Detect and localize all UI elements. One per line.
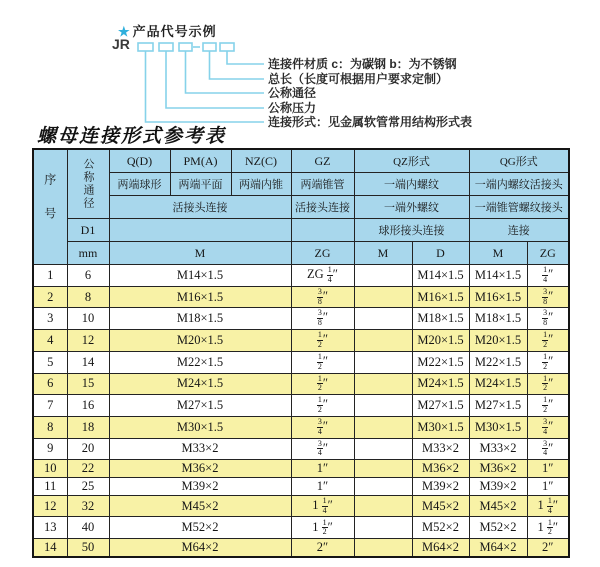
table-row <box>33 330 569 352</box>
label-material: 连接件材质 c：为碳钢 b：为不锈钢 <box>268 57 457 71</box>
cell-seq: 9 <box>33 438 67 460</box>
cell-qg-m: M18×1.5 <box>469 308 527 330</box>
cell-qg-m: M16×1.5 <box>469 286 527 308</box>
cell-qz-m <box>354 308 412 330</box>
cell-m: M20×1.5 <box>109 330 291 352</box>
table-row <box>33 286 569 308</box>
reference-table-wrapper <box>32 148 570 558</box>
star-icon: ★ <box>118 24 131 39</box>
cell-qg-m: M52×2 <box>469 517 527 539</box>
cell-qg-zg: $\frac{3}{4}$ ″ <box>527 416 569 438</box>
cell-qg-zg: 2″ <box>527 539 569 557</box>
header-qg-desc2: 一端锥管螺纹接头 <box>469 196 569 219</box>
cell-seq: 13 <box>33 517 67 539</box>
cell-qg-m: M24×1.5 <box>469 373 527 395</box>
table-row <box>33 517 569 539</box>
cell-seq: 7 <box>33 395 67 417</box>
cell-qz-m <box>354 395 412 417</box>
cell-qg-m: M36×2 <box>469 460 527 478</box>
cell-dn: 40 <box>67 517 109 539</box>
cell-qg-zg: $\frac{1}{2}$ ″ <box>527 373 569 395</box>
header-qz-desc2: 一端外螺纹 <box>354 196 469 219</box>
cell-qz-m <box>354 416 412 438</box>
cell-qz-d: M45×2 <box>412 495 469 517</box>
cell-gz: 1 $\frac{1}{2}$ ″ <box>291 517 354 539</box>
cell-seq: 5 <box>33 351 67 373</box>
table-row <box>33 478 569 496</box>
cell-qz-d: M39×2 <box>412 478 469 496</box>
cell-qg-m: M22×1.5 <box>469 351 527 373</box>
cell-qz-d: M30×1.5 <box>412 416 469 438</box>
cell-qz-d: M27×1.5 <box>412 395 469 417</box>
table-row <box>33 395 569 417</box>
cell-m: M64×2 <box>109 539 291 557</box>
cell-qg-zg: $\frac{1}{2}$ ″ <box>527 351 569 373</box>
cell-qz-m <box>354 517 412 539</box>
cell-m: M52×2 <box>109 517 291 539</box>
table-row <box>33 495 569 517</box>
cell-seq: 2 <box>33 286 67 308</box>
cell-seq: 6 <box>33 373 67 395</box>
header-m-qz: M <box>354 242 412 265</box>
cell-qg-zg: $\frac{1}{2}$ ″ <box>527 395 569 417</box>
header-col-qg: QG形式 <box>469 149 569 173</box>
header-qz-desc1: 一端内螺纹 <box>354 173 469 196</box>
header-m-main: M <box>109 242 291 265</box>
cell-qg-zg: $\frac{1}{4}$ ″ <box>527 265 569 287</box>
header-d1: D1 <box>67 219 109 242</box>
header-qg-desc1: 一端内螺纹活接头 <box>469 173 569 196</box>
label-form: 连接形式：见金属软管常用结构形式表 <box>268 115 473 129</box>
connector-line-form <box>146 51 265 122</box>
cell-qz-m <box>354 265 412 287</box>
cell-qz-d: M36×2 <box>412 460 469 478</box>
cell-seq: 3 <box>33 308 67 330</box>
code-box-2 <box>159 43 173 51</box>
cell-qz-m <box>354 460 412 478</box>
header-col-qz: QZ形式 <box>354 149 469 173</box>
table-row <box>33 308 569 330</box>
cell-qz-m <box>354 330 412 352</box>
cell-qg-m: M14×1.5 <box>469 265 527 287</box>
header-col-q: Q(D) <box>109 149 170 173</box>
cell-qg-zg: $\frac{3}{8}$ ″ <box>527 286 569 308</box>
cell-qg-zg: 1″ <box>527 478 569 496</box>
cell-gz: 1″ <box>291 478 354 496</box>
cell-qg-m: M30×1.5 <box>469 416 527 438</box>
header-pm-desc: 两端平面 <box>170 173 231 196</box>
cell-qz-d: M14×1.5 <box>412 265 469 287</box>
header-seq: 序号 <box>33 149 67 265</box>
header-dn: 公称通径 <box>67 149 109 219</box>
nut-connection-table <box>32 148 570 558</box>
cell-qg-m: M33×2 <box>469 438 527 460</box>
code-prefix: JR <box>112 36 130 52</box>
cell-seq: 10 <box>33 460 67 478</box>
cell-qz-m <box>354 495 412 517</box>
cell-qz-d: M18×1.5 <box>412 308 469 330</box>
code-box-1 <box>138 43 153 51</box>
cell-seq: 4 <box>33 330 67 352</box>
cell-qz-d: M20×1.5 <box>412 330 469 352</box>
cell-gz: $\frac{1}{2}$ ″ <box>291 330 354 352</box>
cell-qz-m <box>354 351 412 373</box>
cell-qz-m <box>354 438 412 460</box>
cell-qz-d: M16×1.5 <box>412 286 469 308</box>
cell-qz-d: M64×2 <box>412 539 469 557</box>
cell-dn: 14 <box>67 351 109 373</box>
label-diameter: 公称通径 <box>268 86 317 100</box>
cell-dn: 25 <box>67 478 109 496</box>
cell-gz: $\frac{3}{4}$ ″ <box>291 438 354 460</box>
header-zg-gz: ZG <box>291 242 354 265</box>
code-box-5 <box>220 43 234 51</box>
header-m-qg: M <box>469 242 527 265</box>
cell-seq: 12 <box>33 495 67 517</box>
table-row <box>33 460 569 478</box>
cell-dn: 10 <box>67 308 109 330</box>
cell-qg-m: M64×2 <box>469 539 527 557</box>
cell-m: M24×1.5 <box>109 373 291 395</box>
cell-dn: 50 <box>67 539 109 557</box>
label-pressure: 公称压力 <box>268 101 317 115</box>
table-row <box>33 351 569 373</box>
cell-gz: $\frac{1}{2}$ ″ <box>291 373 354 395</box>
header-q-desc: 两端球形 <box>109 173 170 196</box>
cell-qg-m: M27×1.5 <box>469 395 527 417</box>
cell-m: M18×1.5 <box>109 308 291 330</box>
cell-m: M22×1.5 <box>109 351 291 373</box>
label-length: 总长（长度可根据用户要求定制） <box>268 72 449 86</box>
empty-cell <box>291 219 354 242</box>
cell-gz: 1″ <box>291 460 354 478</box>
table-row <box>33 438 569 460</box>
cell-gz: $\frac{3}{8}$ ″ <box>291 308 354 330</box>
cell-gz: $\frac{1}{2}$ ″ <box>291 351 354 373</box>
cell-m: M27×1.5 <box>109 395 291 417</box>
cell-m: M36×2 <box>109 460 291 478</box>
header-col-nz: NZ(C) <box>231 149 291 173</box>
cell-qz-d: M52×2 <box>412 517 469 539</box>
connector-line-length <box>210 51 265 79</box>
cell-qg-zg: $\frac{1}{2}$ ″ <box>527 330 569 352</box>
cell-qz-m <box>354 539 412 557</box>
header-qg-conn: 连接 <box>469 219 569 242</box>
cell-qz-m <box>354 478 412 496</box>
cell-gz: $\frac{3}{4}$ ″ <box>291 416 354 438</box>
cell-qz-d: M24×1.5 <box>412 373 469 395</box>
cell-dn: 16 <box>67 395 109 417</box>
cell-qz-m <box>354 373 412 395</box>
cell-dn: 8 <box>67 286 109 308</box>
cell-qg-zg: 1 $\frac{1}{4}$ ″ <box>527 495 569 517</box>
cell-qg-m: M45×2 <box>469 495 527 517</box>
header-gz-conn: 活接头连接 <box>291 196 354 219</box>
table-body <box>33 265 569 558</box>
cell-qz-d: M33×2 <box>412 438 469 460</box>
cell-dn: 12 <box>67 330 109 352</box>
cell-dn: 6 <box>67 265 109 287</box>
cell-gz: ZG $\frac{1}{4}$ ″ <box>291 265 354 287</box>
cell-gz: 2″ <box>291 539 354 557</box>
cell-gz: 1 $\frac{1}{4}$ ″ <box>291 495 354 517</box>
header-d-qz: D <box>412 242 469 265</box>
cell-m: M30×1.5 <box>109 416 291 438</box>
header-zg-qg: ZG <box>527 242 569 265</box>
cell-qz-d: M22×1.5 <box>412 351 469 373</box>
cell-qg-zg: $\frac{3}{4}$ ″ <box>527 438 569 460</box>
cell-qg-zg: $\frac{3}{8}$ ″ <box>527 308 569 330</box>
code-box-4 <box>203 43 216 51</box>
header-col-pm: PM(A) <box>170 149 231 173</box>
table-title: 螺母连接形式参考表 <box>37 126 227 147</box>
header-mm: mm <box>67 242 109 265</box>
cell-seq: 11 <box>33 478 67 496</box>
empty-cell <box>109 219 291 242</box>
cell-qg-zg: 1″ <box>527 460 569 478</box>
connector-line-diameter <box>186 51 265 93</box>
cell-dn: 20 <box>67 438 109 460</box>
cell-qz-m <box>354 286 412 308</box>
cell-m: M33×2 <box>109 438 291 460</box>
header-qz-conn: 球形接头连接 <box>354 219 469 242</box>
table-row <box>33 265 569 287</box>
cell-dn: 15 <box>67 373 109 395</box>
cell-qg-m: M20×1.5 <box>469 330 527 352</box>
cell-dn: 32 <box>67 495 109 517</box>
cell-m: M45×2 <box>109 495 291 517</box>
product-code-heading-text: 产品代号示例 <box>132 24 217 39</box>
cell-dn: 22 <box>67 460 109 478</box>
table-row <box>33 373 569 395</box>
code-box-3 <box>179 43 192 51</box>
cell-m: M39×2 <box>109 478 291 496</box>
cell-m: M16×1.5 <box>109 286 291 308</box>
cell-seq: 8 <box>33 416 67 438</box>
cell-seq: 14 <box>33 539 67 557</box>
table-row <box>33 416 569 438</box>
header-union-conn: 活接头连接 <box>109 196 291 219</box>
cell-dn: 18 <box>67 416 109 438</box>
product-code-heading <box>118 21 217 40</box>
header-nz-desc: 两端内锥 <box>231 173 291 196</box>
cell-qg-zg: 1 $\frac{1}{2}$ ″ <box>527 517 569 539</box>
table-row <box>33 539 569 557</box>
cell-gz: $\frac{1}{2}$ ″ <box>291 395 354 417</box>
cell-m: M14×1.5 <box>109 265 291 287</box>
header-gz-desc: 两端锥管 <box>291 173 354 196</box>
cell-gz: $\frac{3}{8}$ ″ <box>291 286 354 308</box>
cell-seq: 1 <box>33 265 67 287</box>
connector-line-material <box>227 51 264 64</box>
cell-qg-m: M39×2 <box>469 478 527 496</box>
header-col-gz: GZ <box>291 149 354 173</box>
